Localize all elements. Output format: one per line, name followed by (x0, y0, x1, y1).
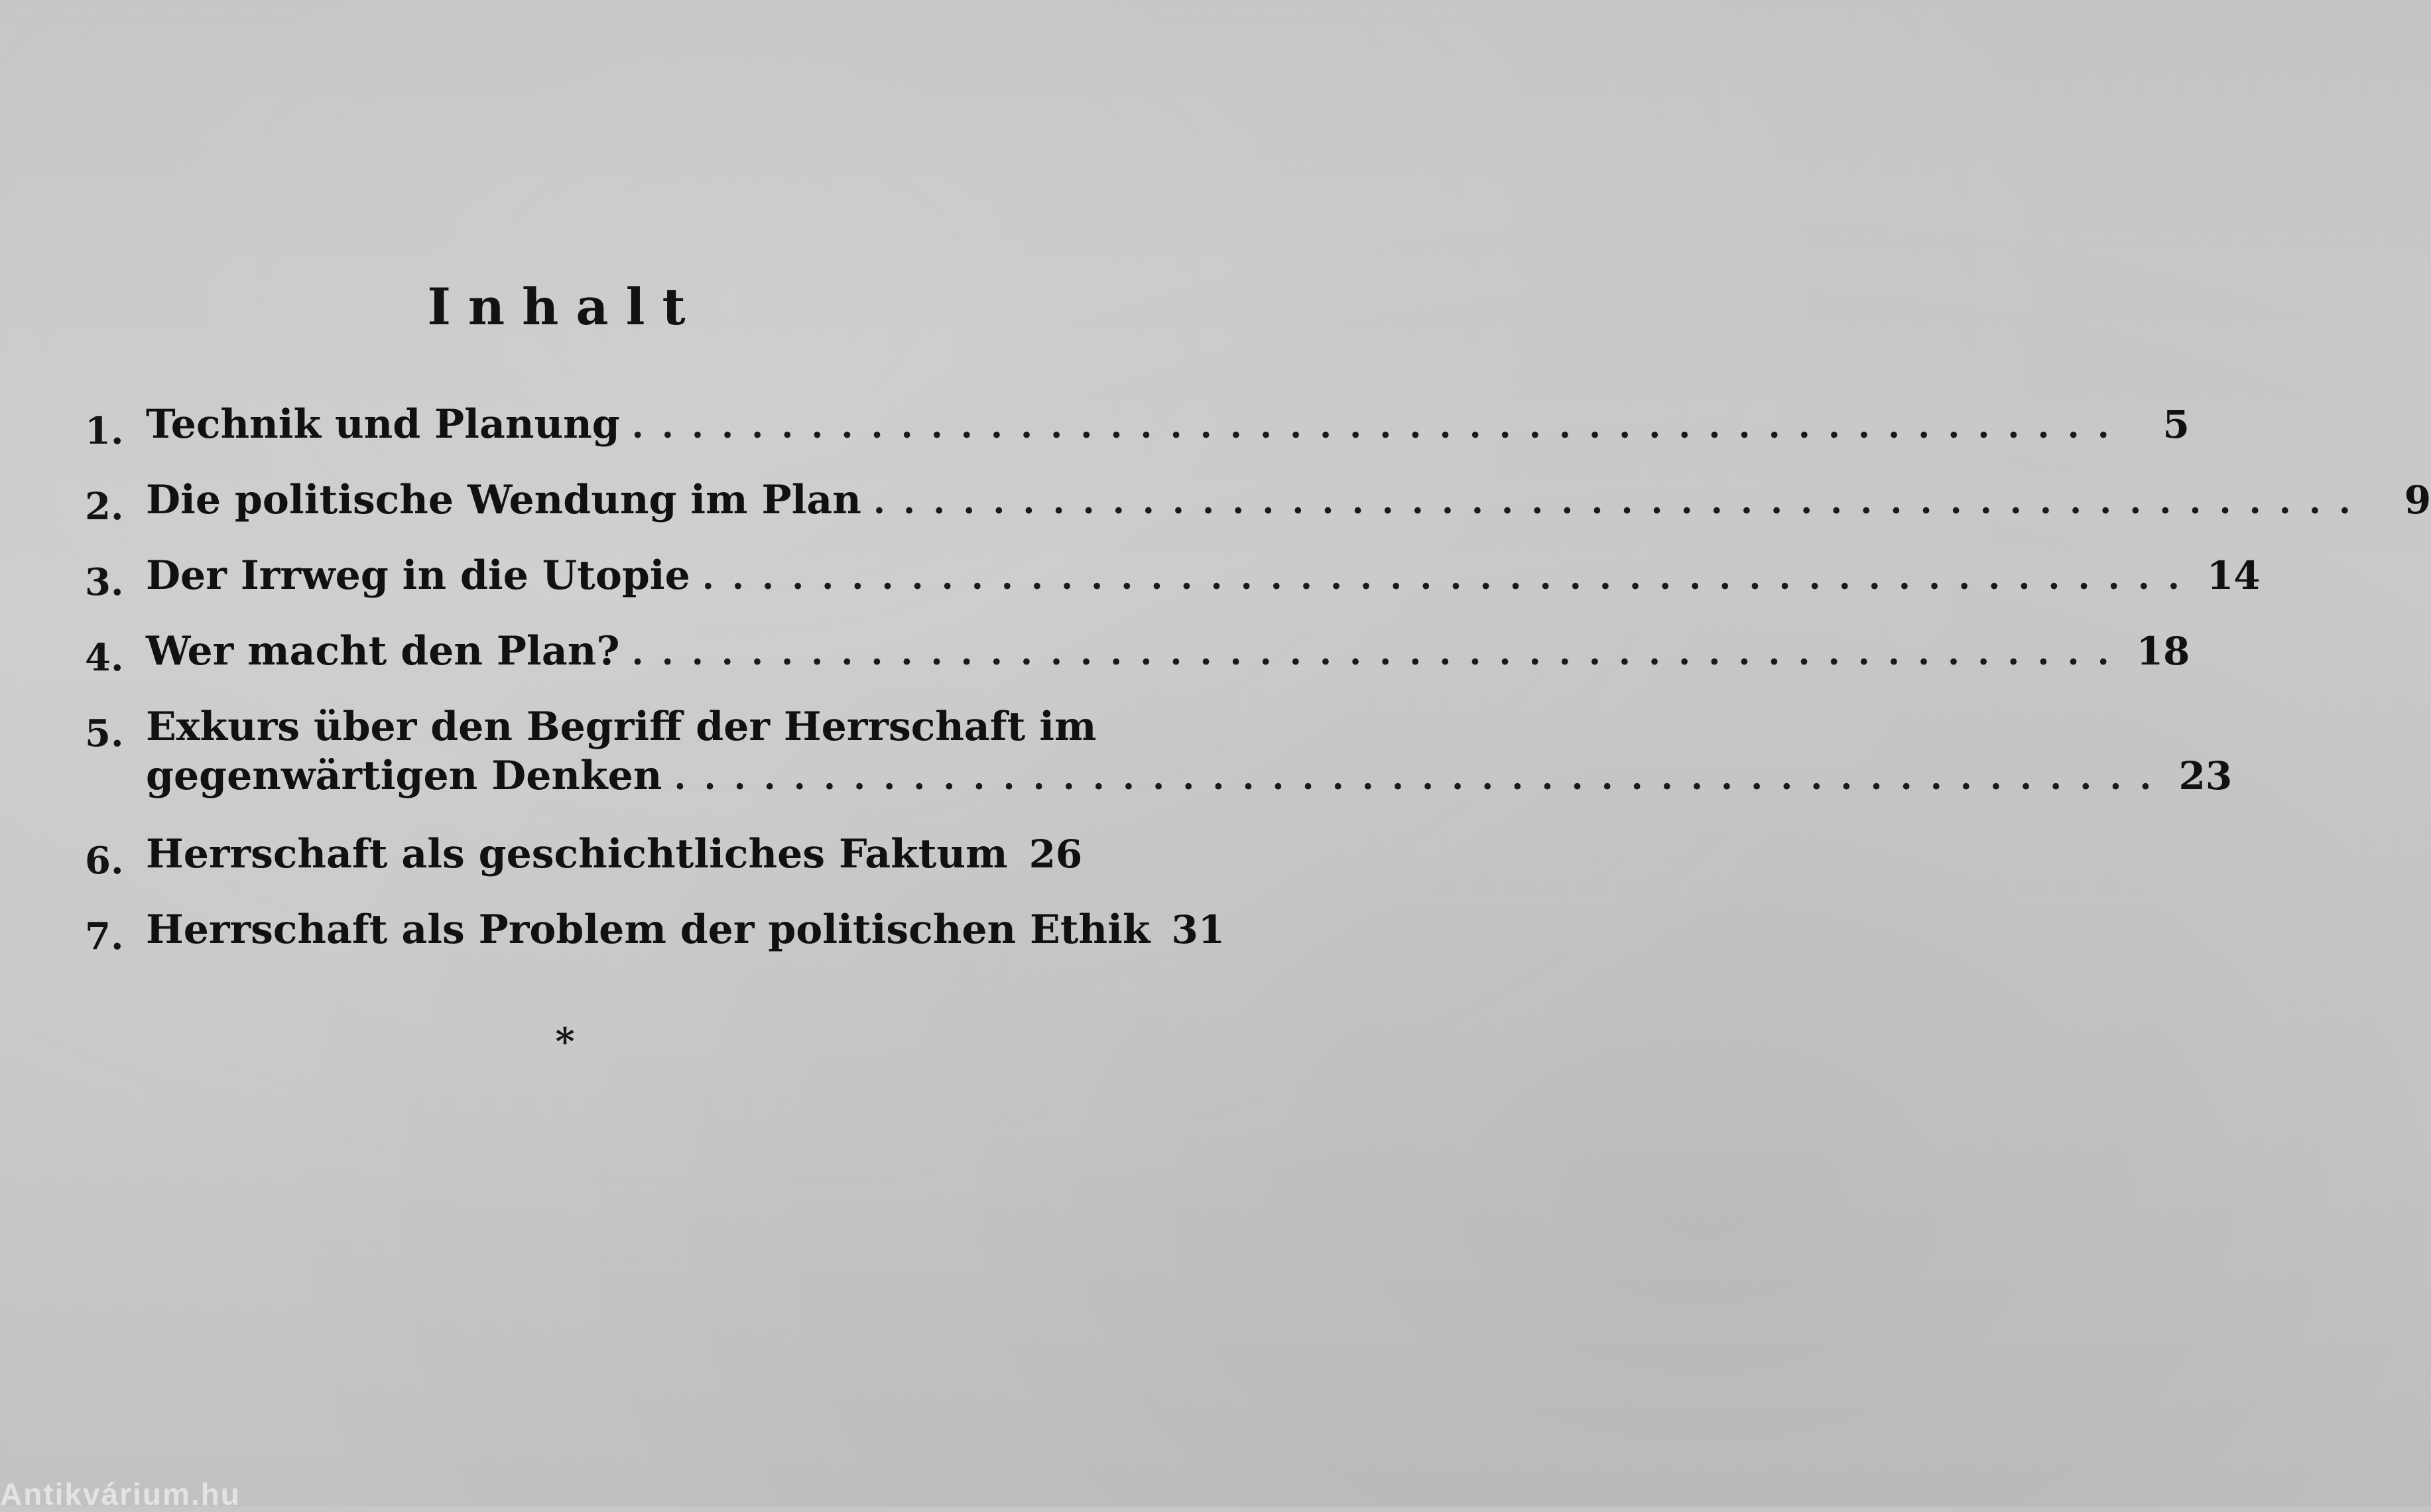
toc-entry-5 (85, 697, 2233, 824)
entry-number: 6. (85, 839, 124, 883)
entry-number: 1. (85, 409, 124, 453)
dot-leader: .................................................. (873, 481, 2369, 522)
dot-leader: .................................................. (631, 633, 2127, 673)
entry-title: Die politische Wendung im Plan (146, 477, 861, 523)
dot-leader: .................................................. (702, 557, 2198, 598)
entry-number: 3. (85, 560, 124, 604)
entry-number: 2. (85, 485, 124, 529)
entry-title: Technik und Planung (146, 401, 620, 448)
entry-page-number: 5 (2162, 402, 2190, 447)
entry-title-line-2: gegenwärtigen Denken (146, 753, 662, 799)
toc-entry-7 (85, 900, 1225, 976)
toc-entry-4 (85, 621, 2190, 697)
watermark: Antikvárium.hu (0, 1477, 241, 1511)
toc-entry-1 (85, 395, 2190, 470)
entry-title-line-1: Exkurs über den Begriff der Herrschaft im (146, 704, 1097, 750)
entry-title: Herrschaft als geschichtliches Faktum (146, 831, 1008, 877)
entry-number: 7. (85, 914, 124, 958)
entry-page-number: 18 (2136, 629, 2190, 674)
entry-title: Wer macht den Plan? (146, 628, 620, 674)
entry-number: 5. (85, 712, 124, 755)
entry-page-number: 14 (2206, 553, 2261, 598)
toc-entry-6 (85, 824, 1083, 900)
entry-title: Der Irrweg in die Utopie (146, 552, 690, 599)
entry-page-number: 31 (1171, 907, 1225, 952)
entry-page-number: 9 (2404, 477, 2431, 523)
dot-leader: .................................................. (631, 406, 2127, 446)
page-title: Inhalt (427, 277, 703, 336)
ornament-asterisk: * (555, 1020, 575, 1064)
toc-entry-2 (85, 470, 2431, 546)
entry-page-number: 26 (1028, 832, 1083, 877)
table-of-contents (85, 395, 2431, 976)
entry-page-number: 23 (2178, 753, 2233, 798)
entry-title: Herrschaft als Problem der politischen Ethik (146, 907, 1151, 953)
dot-leader: .................................................. (674, 757, 2170, 798)
entry-number: 4. (85, 636, 124, 680)
toc-entry-3 (85, 546, 2261, 621)
